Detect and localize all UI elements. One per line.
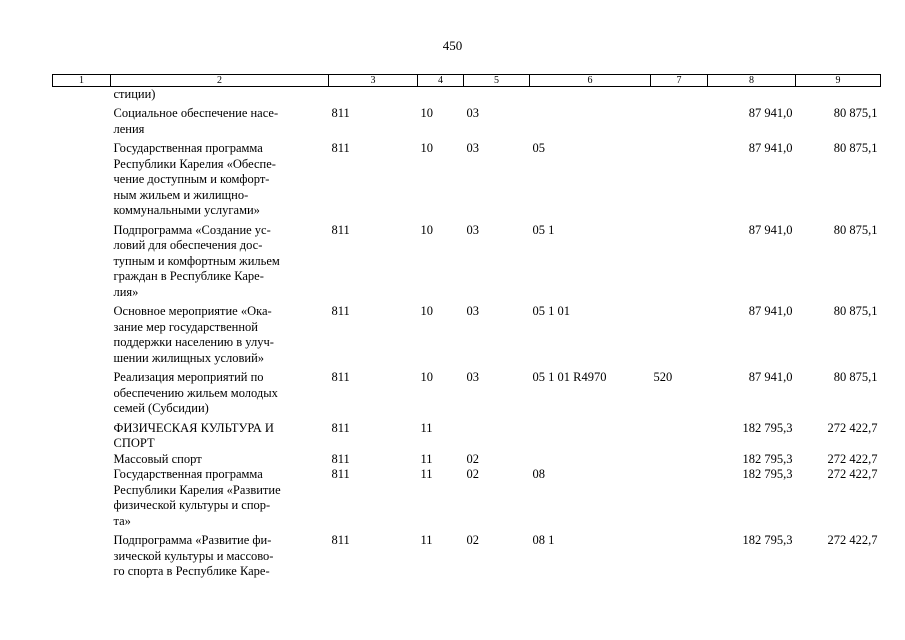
row-name-line: Социальное обеспечение насе- xyxy=(113,106,279,120)
cell-c4: 10 xyxy=(420,370,433,384)
header-col-7: 7 xyxy=(651,75,708,87)
cell-c4: 11 xyxy=(420,451,433,466)
row-name-line: семей (Субсидии) xyxy=(113,401,209,415)
table-row xyxy=(53,137,881,219)
cell-c5: 03 xyxy=(466,222,479,237)
cell-c3: 811 xyxy=(331,141,350,155)
row-name-cell xyxy=(111,529,329,580)
row-name-line: обеспечению жильем молодых xyxy=(113,385,278,400)
table-row xyxy=(53,417,881,452)
row-name-line: Реализация мероприятий по xyxy=(113,370,264,384)
cell-empty xyxy=(53,452,111,468)
cell-c7 xyxy=(651,452,708,468)
table-row xyxy=(53,102,881,137)
cell-empty xyxy=(53,300,111,366)
cell-c8: 87 941,0 xyxy=(748,141,793,155)
budget-table xyxy=(52,74,881,580)
cell-c9: 272 422,7 xyxy=(827,533,878,547)
cell-c3: 811 xyxy=(331,467,350,481)
cell-c9: 80 875,1 xyxy=(833,141,878,155)
row-name-line: лия» xyxy=(113,284,139,299)
row-name-line: го спорта в Республике Каре- xyxy=(113,564,270,578)
cell-c5: 03 xyxy=(466,370,479,384)
cell-empty xyxy=(53,102,111,137)
header-col-2: 2 xyxy=(111,75,329,87)
cell-c8: 182 795,3 xyxy=(742,420,793,435)
row-name-line: ФИЗИЧЕСКАЯ КУЛЬТУРА И xyxy=(113,420,274,435)
row-name-cell xyxy=(111,417,329,452)
cell-c7 xyxy=(651,102,708,137)
cell-c4 xyxy=(418,87,464,103)
cell-c4: 10 xyxy=(420,222,433,237)
cell-c3 xyxy=(329,87,418,103)
header-col-5: 5 xyxy=(464,75,530,87)
cell-c6 xyxy=(530,87,651,103)
cell-c9: 80 875,1 xyxy=(833,370,878,384)
cell-c9: 80 875,1 xyxy=(833,222,878,237)
row-name-line: ным жильем и жилищно- xyxy=(113,187,249,202)
row-name-line: Государственная программа xyxy=(113,467,263,481)
cell-c8: 182 795,3 xyxy=(742,467,793,481)
cell-c8: 87 941,0 xyxy=(748,222,793,237)
row-name-cell xyxy=(111,87,329,103)
cell-c3: 811 xyxy=(331,533,350,547)
row-name-line: Подпрограмма «Развитие фи- xyxy=(113,533,272,547)
cell-c6: 08 1 xyxy=(532,533,555,547)
row-name-line: физической культуры и спор- xyxy=(113,498,271,512)
cell-c5: 02 xyxy=(466,467,479,481)
cell-c8: 182 795,3 xyxy=(742,533,793,547)
row-name-line: граждан в Республике Каре- xyxy=(113,269,264,283)
cell-c3: 811 xyxy=(331,420,350,435)
cell-c5: 03 xyxy=(466,106,479,120)
cell-c8: 87 941,0 xyxy=(748,106,793,120)
row-name-cell xyxy=(111,366,329,417)
row-name-cell xyxy=(111,467,329,529)
cell-empty xyxy=(53,137,111,219)
cell-c6: 05 1 xyxy=(532,222,555,237)
cell-c4: 10 xyxy=(420,141,433,155)
cell-c6 xyxy=(530,452,651,468)
cell-c9 xyxy=(796,87,881,103)
row-name-line: зание мер государственной xyxy=(113,319,258,334)
cell-c3: 811 xyxy=(331,304,350,318)
table-row xyxy=(53,87,881,103)
row-name-line: тупным и комфортным жильем xyxy=(113,253,280,268)
cell-c4: 11 xyxy=(420,420,433,435)
row-name-line: чение доступным и комфорт- xyxy=(113,172,270,186)
header-col-4: 4 xyxy=(418,75,464,87)
cell-c5: 02 xyxy=(466,451,479,466)
cell-c8 xyxy=(708,87,796,103)
cell-c6: 05 xyxy=(532,141,545,155)
table-row xyxy=(53,219,881,301)
table-row xyxy=(53,300,881,366)
cell-empty xyxy=(53,87,111,103)
cell-c7: 520 xyxy=(653,370,673,384)
cell-c9: 272 422,7 xyxy=(827,451,878,466)
row-name-line: Государственная программа xyxy=(113,141,263,155)
cell-c7 xyxy=(651,219,708,301)
header-col-3: 3 xyxy=(329,75,418,87)
cell-empty xyxy=(53,529,111,580)
cell-c3: 811 xyxy=(331,222,350,237)
cell-c4: 11 xyxy=(420,467,433,481)
row-name-line: та» xyxy=(113,513,131,528)
row-name-line: Массовый спорт xyxy=(113,451,202,466)
cell-c4: 10 xyxy=(420,106,433,120)
cell-empty xyxy=(53,417,111,452)
row-name-line: коммунальными услугами» xyxy=(113,203,260,217)
row-name-cell xyxy=(111,452,329,468)
row-name-cell xyxy=(111,137,329,219)
page-number: 450 xyxy=(442,38,463,53)
cell-empty xyxy=(53,219,111,301)
cell-c9: 272 422,7 xyxy=(827,420,878,435)
cell-c5 xyxy=(464,417,530,452)
cell-empty xyxy=(53,467,111,529)
row-name-line: ления xyxy=(113,121,145,136)
cell-c7 xyxy=(651,87,708,103)
table-row xyxy=(53,452,881,468)
row-name-cell xyxy=(111,300,329,366)
cell-c6: 05 1 01 xyxy=(532,304,570,318)
cell-c6: 08 xyxy=(532,467,545,481)
cell-c5 xyxy=(464,87,530,103)
cell-c5: 02 xyxy=(466,533,479,547)
cell-c8: 182 795,3 xyxy=(742,451,793,466)
row-name-line: поддержки населению в улуч- xyxy=(113,335,274,349)
header-col-1: 1 xyxy=(53,75,111,87)
cell-c6: 05 1 01 R4970 xyxy=(532,370,607,384)
cell-c6 xyxy=(530,417,651,452)
table-row xyxy=(53,366,881,417)
cell-c9: 80 875,1 xyxy=(833,304,878,318)
header-col-9: 9 xyxy=(796,75,881,87)
cell-c3: 811 xyxy=(331,451,350,466)
row-name-line: стиции) xyxy=(113,87,156,101)
row-name-cell xyxy=(111,219,329,301)
cell-c8: 87 941,0 xyxy=(748,370,793,384)
row-name-line: зической культуры и массово- xyxy=(113,548,274,563)
cell-c8: 87 941,0 xyxy=(748,304,793,318)
cell-c5: 03 xyxy=(466,141,479,155)
cell-c9: 272 422,7 xyxy=(827,467,878,481)
cell-c3: 811 xyxy=(331,370,350,384)
row-name-cell xyxy=(111,102,329,137)
cell-c9: 80 875,1 xyxy=(833,106,878,120)
row-name-line: Республики Карелия «Обеспе- xyxy=(113,156,276,171)
row-name-line: Республики Карелия «Развитие xyxy=(113,482,281,497)
row-name-line: ловий для обеспечения дос- xyxy=(113,238,263,252)
cell-empty xyxy=(53,366,111,417)
cell-c5: 03 xyxy=(466,304,479,318)
row-name-line: СПОРТ xyxy=(113,436,155,450)
cell-c6 xyxy=(530,102,651,137)
cell-c7 xyxy=(651,137,708,219)
cell-c4: 10 xyxy=(420,304,433,318)
row-name-line: Подпрограмма «Создание ус- xyxy=(113,222,271,237)
cell-c7 xyxy=(651,417,708,452)
header-col-6: 6 xyxy=(530,75,651,87)
table-row xyxy=(53,529,881,580)
cell-c4: 11 xyxy=(420,533,433,547)
column-number-header xyxy=(53,75,881,87)
cell-c3: 811 xyxy=(331,106,350,120)
header-col-8: 8 xyxy=(708,75,796,87)
row-name-line: Основное мероприятие «Ока- xyxy=(113,304,272,318)
row-name-line: шении жилищных условий» xyxy=(113,350,265,365)
cell-c7 xyxy=(651,467,708,529)
cell-c7 xyxy=(651,300,708,366)
cell-c7 xyxy=(651,529,708,580)
table-row xyxy=(53,467,881,529)
